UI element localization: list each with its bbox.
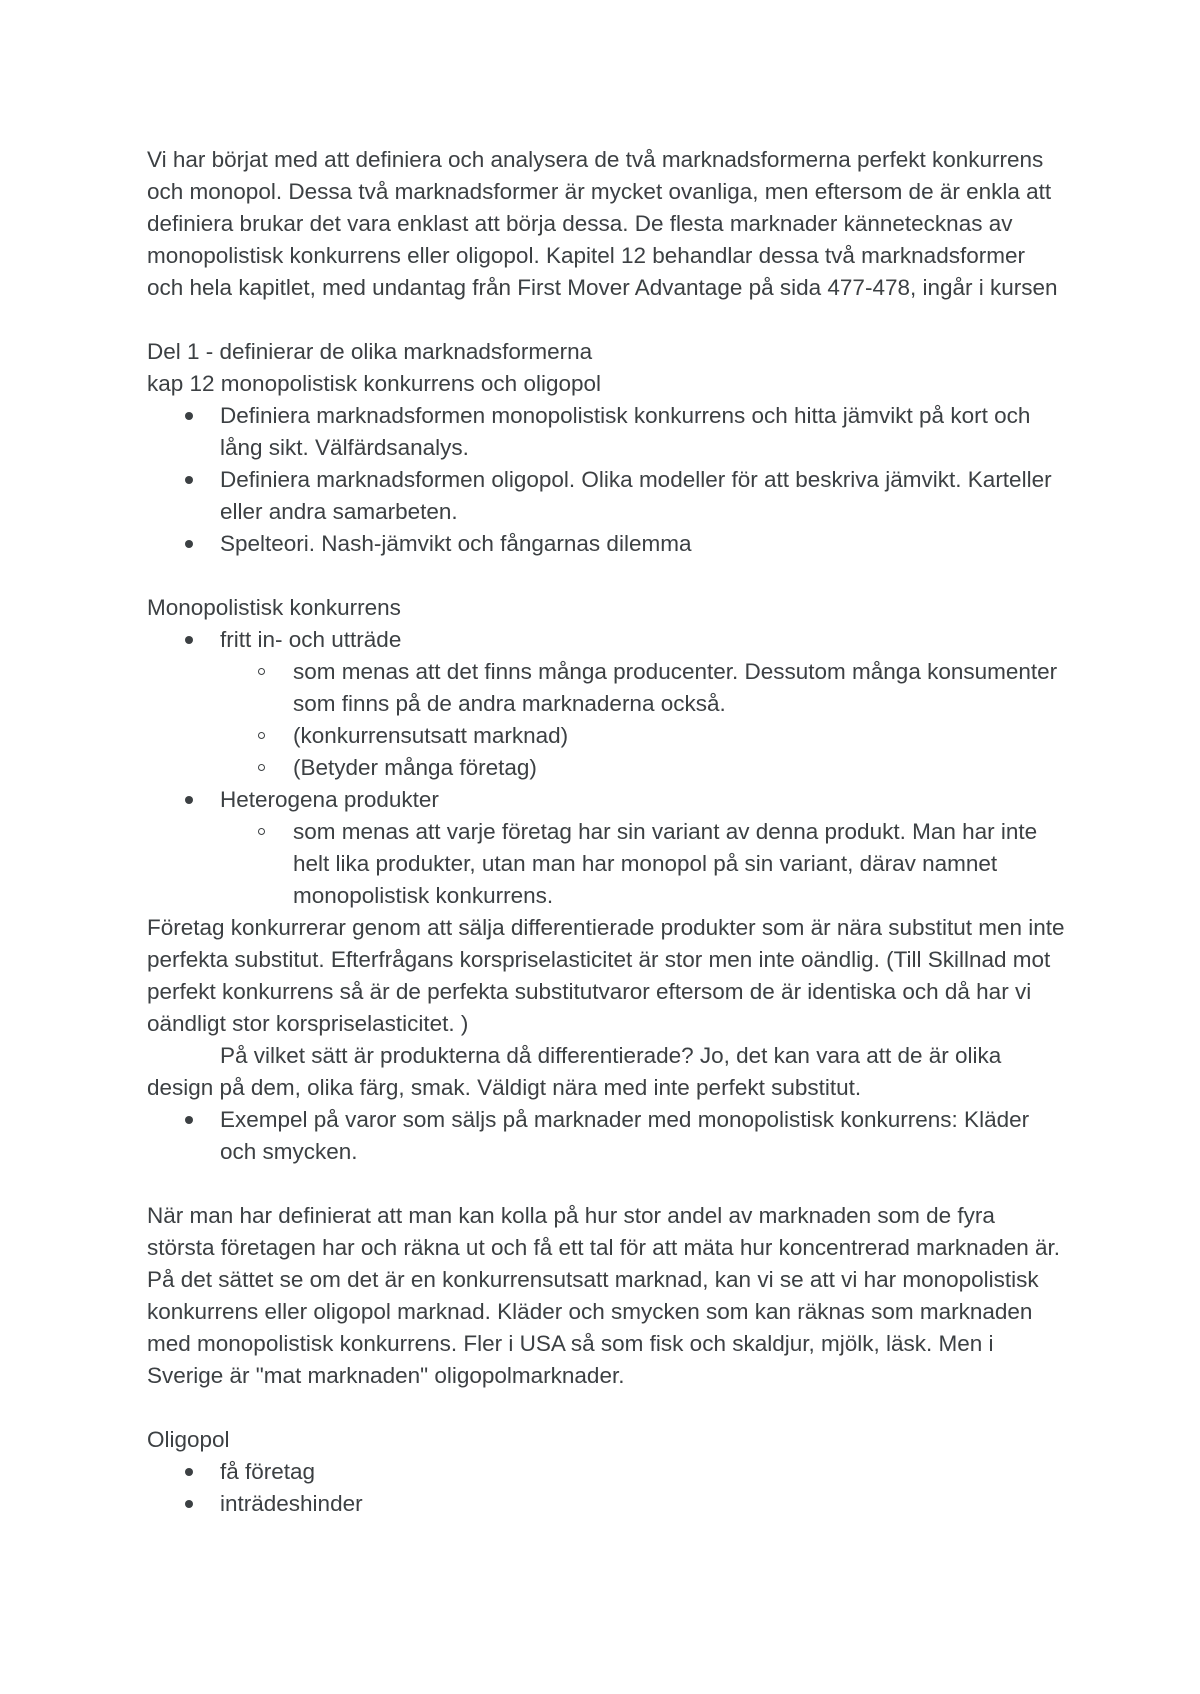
list-item: Definiera marknadsformen monopolistisk konkurrens och hitta jämvikt på kort och lång sikt. Välfärdsanalys.: [147, 400, 1067, 464]
monopolistic-paragraph: Företag konkurrerar genom att sälja differentierade produkter som är nära substitut men inte perfekta substitut. Efterfrågans korspriselasticitet är stor men inte oändlig. (Till Skillnad mot perfekt konkurrens så är de perfekta substitutvaror eftersom de är identiska och då har vi oändligt stor korspriselasticitet. ): [147, 915, 1065, 1036]
sub-list-item: som menas att det finns många producenter. Dessutom många konsumenter som finns på de andra marknaderna också.: [147, 656, 1067, 720]
list-item: få företag: [147, 1456, 1067, 1488]
part1-heading: Del 1 - definierar de olika marknadsformerna: [147, 339, 593, 364]
list-item: inträdeshinder: [147, 1488, 1067, 1520]
oligopoly-heading: Oligopol: [147, 1427, 230, 1452]
differentiation-paragraph: På vilket sätt är produkterna då differentierade? Jo, det kan vara att de är olika design på dem, olika färg, smak. Väldigt nära med inte perfekt substitut.: [147, 1043, 1002, 1100]
part1-subheading: kap 12 monopolistisk konkurrens och oligopol: [147, 371, 602, 396]
list-item: fritt in- och utträde: [147, 624, 1067, 656]
sub-list-item: (Betyder många företag): [147, 752, 1067, 784]
part1-list: [147, 400, 1067, 560]
monopolistic-list-2: [147, 784, 1067, 816]
intro-paragraph: Vi har börjat med att definiera och analysera de två marknadsformerna perfekt konkurrens och monopol. Dessa två marknadsformer är mycket ovanliga, men eftersom de är enkla att definiera brukar det vara enklast att börja dessa. De flesta marknader kännetecknas av monopolistisk konkurrens eller oligopol. Kapitel 12 behandlar dessa två marknadsformer och hela kapitlet, med undantag från First Mover Advantage på sida 477-478, ingår i kursen: [147, 147, 1058, 300]
monopolistic-heading: Monopolistisk konkurrens: [147, 595, 401, 620]
sub-list-item: som menas att varje företag har sin variant av denna produkt. Man har inte helt lika produkter, utan man har monopol på sin variant, därav namnet monopolistisk konkurrens.: [147, 816, 1067, 912]
oligopoly-list: [147, 1456, 1067, 1520]
document-page: [147, 144, 1067, 1520]
example-list: [147, 1104, 1067, 1168]
monopolistic-sublist-1: [147, 656, 1067, 784]
list-item: Spelteori. Nash-jämvikt och fångarnas dilemma: [147, 528, 1067, 560]
list-item: Definiera marknadsformen oligopol. Olika modeller för att beskriva jämvikt. Karteller eller andra samarbeten.: [147, 464, 1067, 528]
list-item: Heterogena produkter: [147, 784, 1067, 816]
list-item: Exempel på varor som säljs på marknader med monopolistisk konkurrens: Kläder och smycken.: [147, 1104, 1067, 1168]
sub-list-item: (konkurrensutsatt marknad): [147, 720, 1067, 752]
monopolistic-list: [147, 624, 1067, 656]
concentration-paragraph: När man har definierat att man kan kolla på hur stor andel av marknaden som de fyra största företagen har och räkna ut och få ett tal för att mäta hur koncentrerad marknaden är. På det sättet se om det är en konkurrensutsatt marknad, kan vi se att vi har monopolistisk konkurrens eller oligopol marknad. Kläder och smycken som kan räknas som marknaden med monopolistisk konkurrens. Fler i USA så som fisk och skaldjur, mjölk, läsk. Men i Sverige är "mat marknaden" oligopolmarknader.: [147, 1203, 1061, 1388]
monopolistic-sublist-2: [147, 816, 1067, 912]
